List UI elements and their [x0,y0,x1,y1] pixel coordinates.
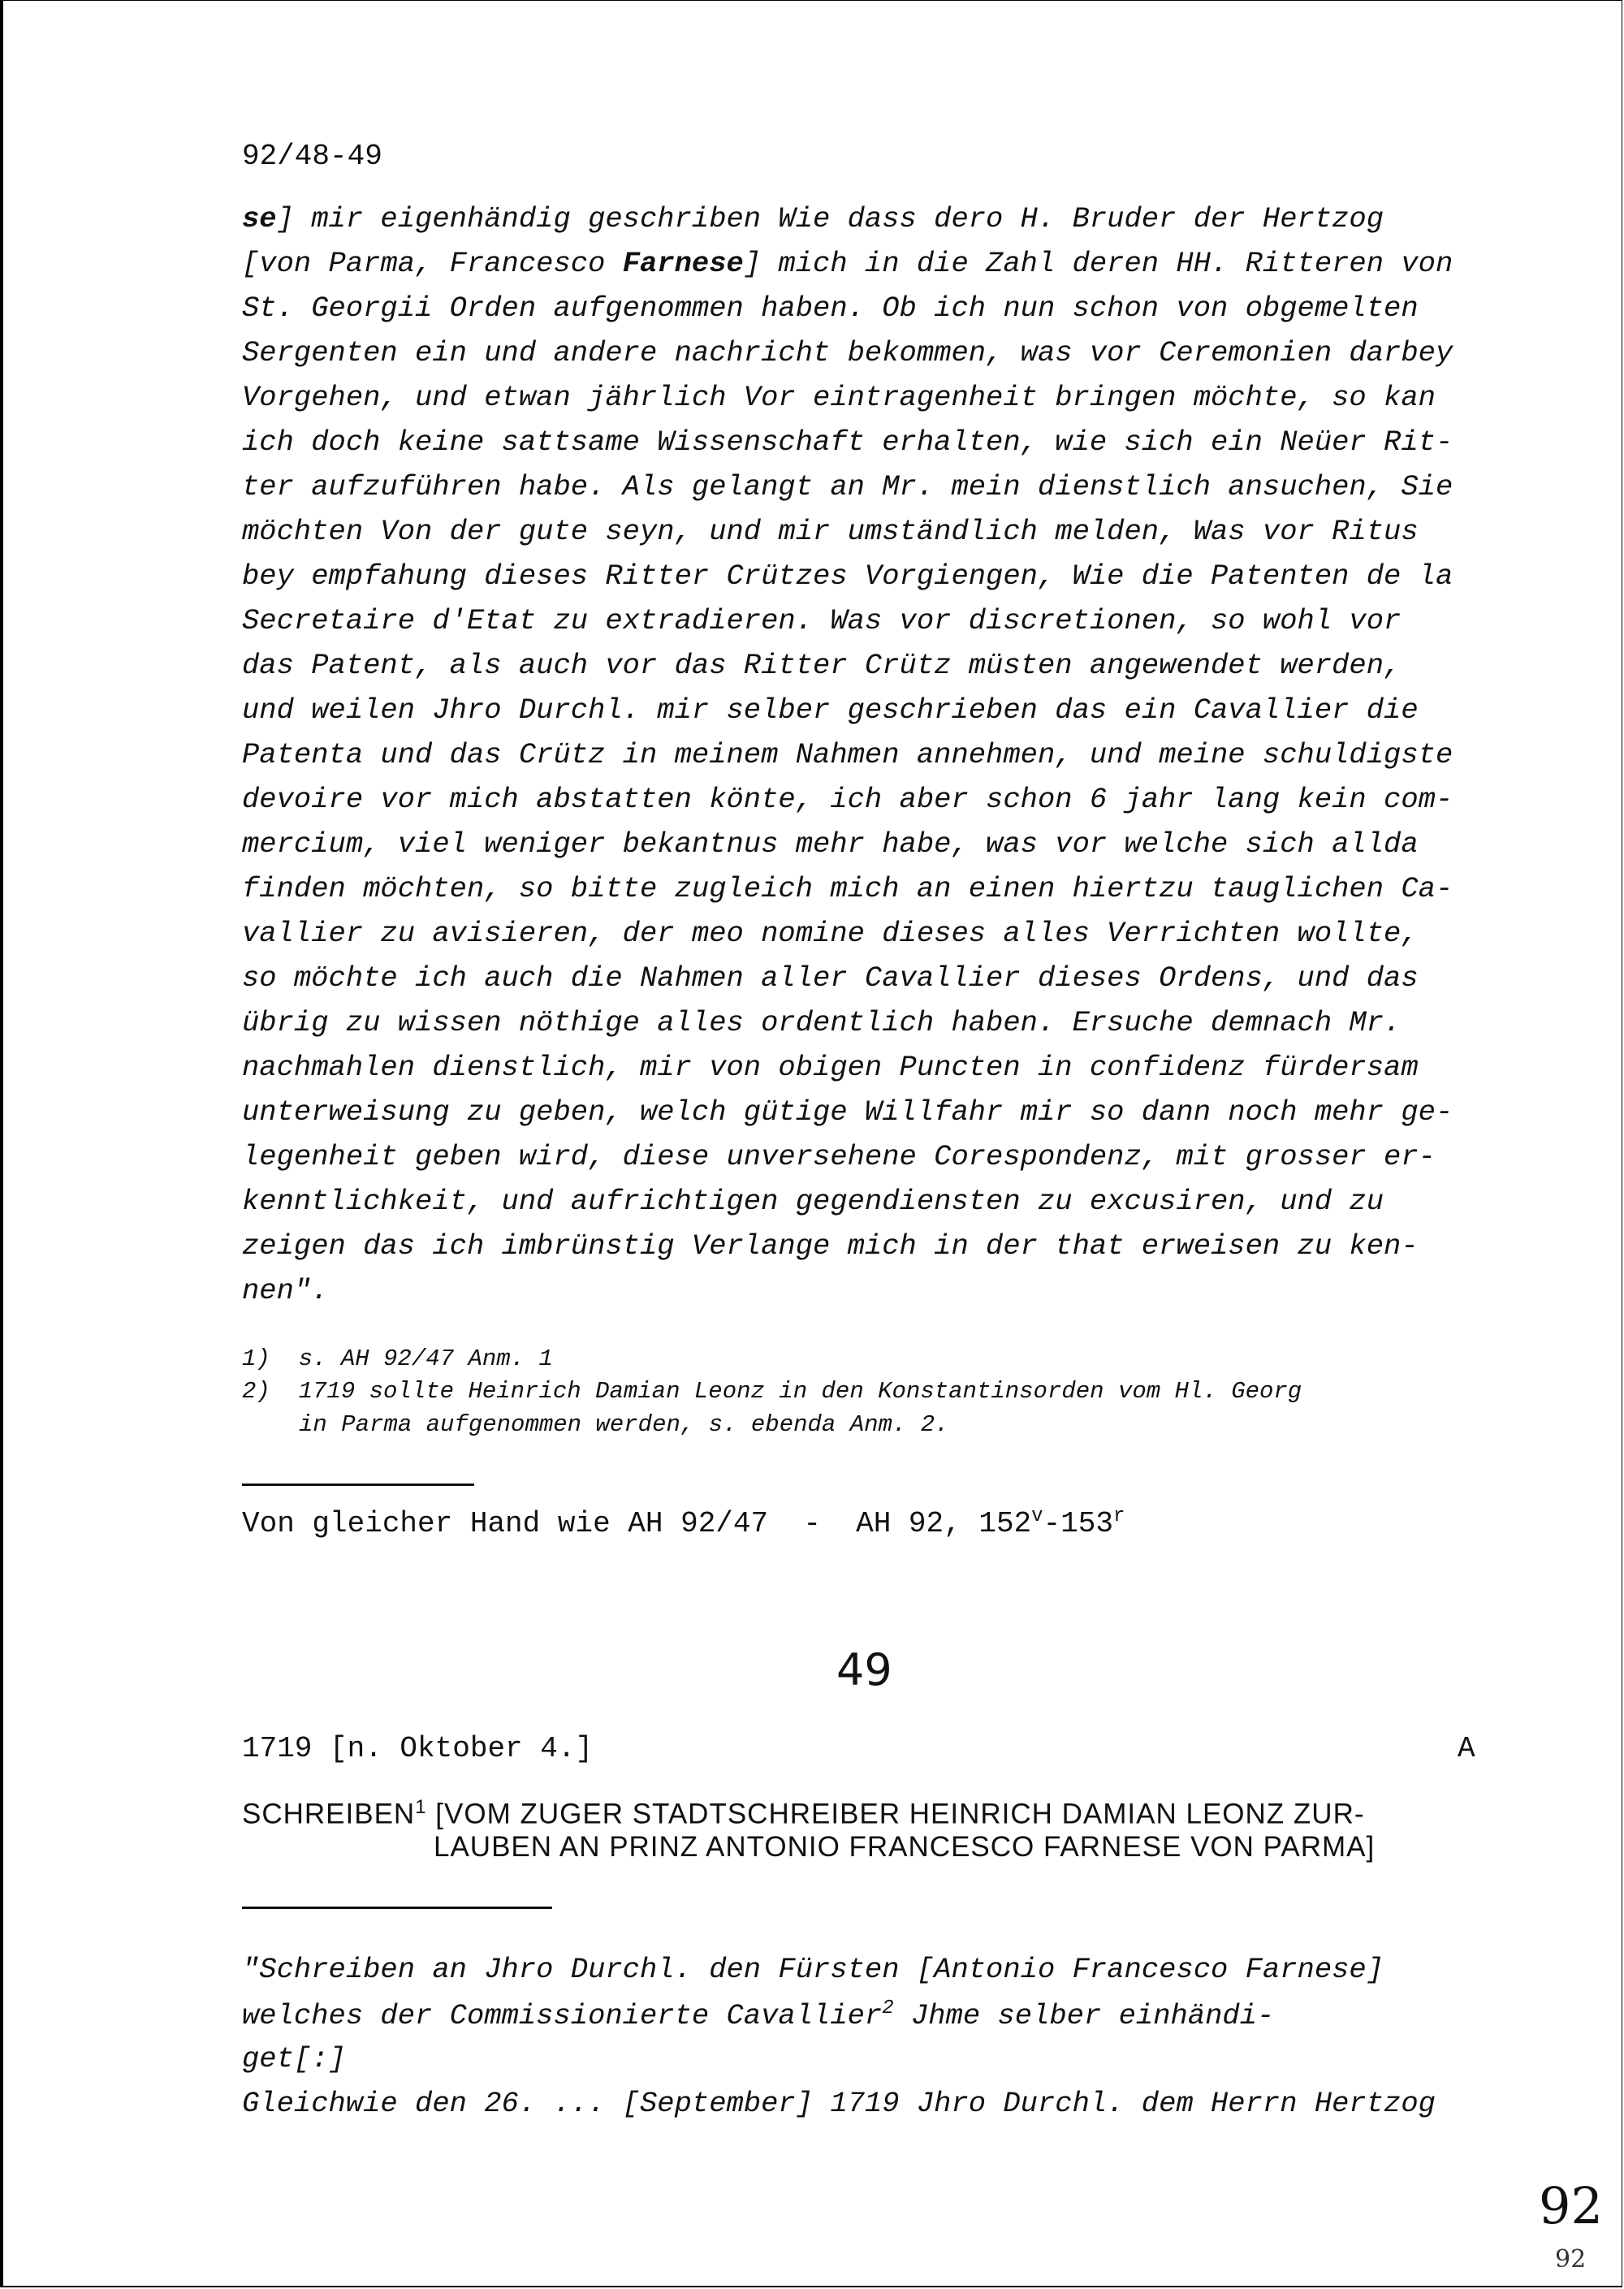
body-line-17: vallier zu avisieren, der meo nomine dieses alles Verrichten wollte, [242,917,1419,950]
body-line-18: so möchte ich auch die Nahmen aller Cavallier dieses Ordens, und das [242,961,1419,995]
handwritten-page-number: 92 [1539,2176,1603,2235]
body-line-20: nachmahlen dienstlich, mir von obigen Puncten in confidenz fürdersam [242,1051,1419,1084]
document-number: 49 [836,1644,892,1695]
body-line-9: bey empfahung dieses Ritter Crützes Vorgiengen, Wie die Patenten de la [242,559,1453,593]
body-line-2: [von Parma, Francesco Farnese] mich in die Zahl deren HH. Ritteren von [242,247,1453,280]
body-line-1: se] mir eigenhändig geschriben Wie dass dero H. Bruder der Hertzog [242,202,1384,235]
body-line-12: und weilen Jhro Durchl. mir selber geschrieben das ein Cavallier die [242,693,1419,727]
body-line-21: unterweisung zu geben, welch gütige Willfahr mir so dann noch mehr ge- [242,1095,1453,1129]
source-reference: Von gleicher Hand wie AH 92/47 - AH 92, 152$^v$-153$^r$ [242,1505,1125,1540]
footnote-2-continuation: in Parma aufgenommen werden, s. ebenda Anm. 2. [299,1411,949,1438]
title-divider [242,1907,552,1909]
body-line-24: zeigen das ich imbrünstig Verlange mich in der that erweisen zu ken- [242,1229,1419,1263]
document-letter: A [1458,1732,1475,1765]
body-line-19: übrig zu wissen nöthige alles ordentlich haben. Ersuche demnach Mr. [242,1006,1402,1039]
body-line-6: ich doch keine sattsame Wissenschaft erhalten, wie sich ein Neüer Rit- [242,425,1453,459]
body-line-14: devoire vor mich abstatten könte, ich aber schon 6 jahr lang kein com- [242,783,1453,816]
body-line-23: kenntlichkeit, und aufrichtigen gegendiensten zu excusiren, und zu [242,1185,1384,1218]
body-line-22: legenheit geben wird, diese unversehene Corespondenz, mit grosser er- [242,1140,1436,1173]
document-title-continuation: LAUBEN AN PRINZ ANTONIO FRANCESCO FARNESE VON PARMA] [434,1831,1376,1863]
body-line-10: Secretaire d'Etat zu extradieren. Was vor discretionen, so wohl vor [242,604,1402,637]
document-date: 1719 [n. Oktober 4.] [242,1732,594,1765]
letter-line-1: "Schreiben an Jhro Durchl. den Fürsten [Antonio Francesco Farnese] [242,1953,1384,1986]
letter-line-2: welches der Commissionierte Cavallier$^2$ Jhme selber einhändi- [242,1997,1275,2032]
body-line-3: St. Georgii Orden aufgenommen haben. Ob ich nun schon von obgemelten [242,292,1419,325]
body-line-16: finden möchten, so bitte zugleich mich an einen hiertzu tauglichen Ca- [242,872,1453,905]
handwritten-page-number-small: 92 [1555,2245,1587,2274]
letter-line-4: Gleichwie den 26. ... [September] 1719 Jhro Durchl. dem Herrn Hertzog [242,2087,1436,2120]
footnote-divider [242,1484,474,1486]
body-line-7: ter aufzuführen habe. Als gelangt an Mr. mein dienstlich ansuchen, Sie [242,470,1453,503]
letter-line-3: get[:] [242,2042,346,2075]
document-reference: 92/48-49 [242,140,382,173]
body-line-25: nen". [242,1274,329,1307]
footnote-2: 2) 1719 sollte Heinrich Damian Leonz in den Konstantinsorden vom Hl. Georg [242,1378,1302,1405]
body-line-5: Vorgehen, und etwan jährlich Vor eintragenheit bringen möchte, so kan [242,381,1436,414]
body-line-4: Sergenten ein und andere nachricht bekommen, was vor Ceremonien darbey [242,336,1453,369]
body-line-8: möchten Von der gute seyn, und mir umständlich melden, Was vor Ritus [242,515,1419,548]
body-line-13: Patenta und das Crütz in meinem Nahmen annehmen, und meine schuldigste [242,738,1453,771]
document-title: SCHREIBEN$^1$ [VOM ZUGER STADTSCHREIBER HEINRICH DAMIAN LEONZ ZUR- [242,1796,1365,1830]
footnote-1: 1) s. AH 92/47 Anm. 1 [242,1345,553,1372]
body-line-15: mercium, viel weniger bekantnus mehr habe, was vor welche sich allda [242,827,1419,861]
body-line-11: das Patent, als auch vor das Ritter Crütz müsten angewendet werden, [242,649,1402,682]
